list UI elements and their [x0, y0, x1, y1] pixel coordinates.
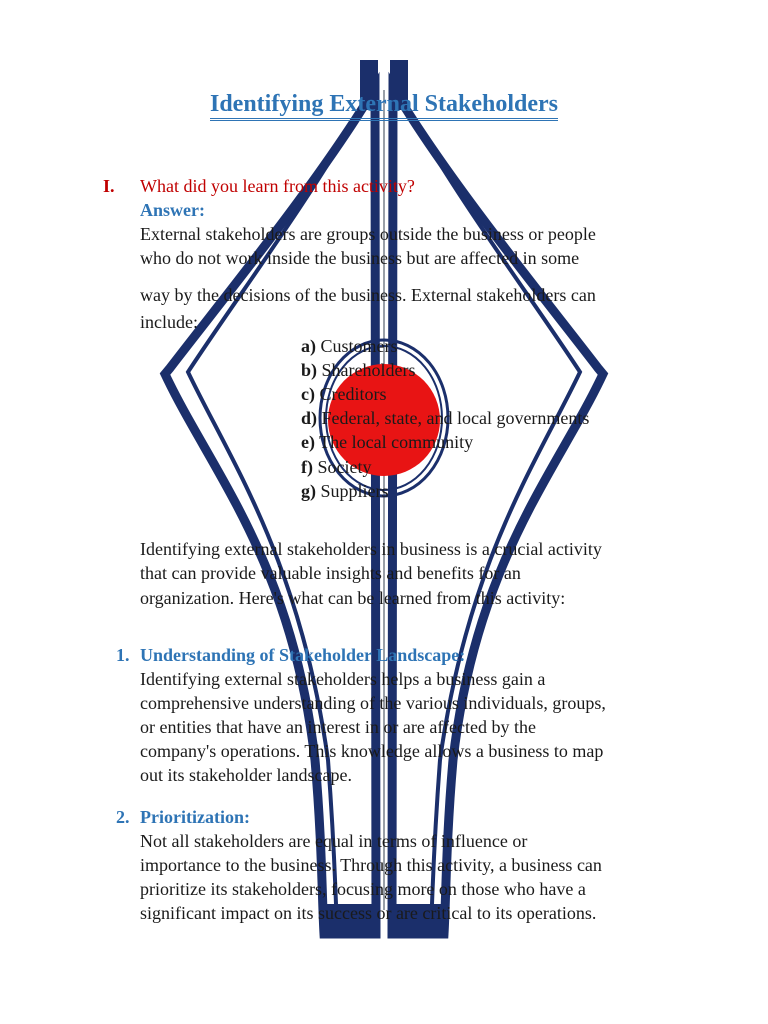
list-item-text: The local community	[319, 432, 474, 452]
list-item-letter: g)	[301, 481, 316, 501]
list-item-text: Society	[317, 457, 372, 477]
list-item	[301, 382, 386, 406]
answer-line: External stakeholders are groups outside the business or people	[140, 224, 596, 244]
list-item-letter: e)	[301, 432, 315, 452]
list-item	[301, 406, 589, 430]
list-item-text: Customers	[320, 336, 398, 356]
intro-line: organization. Here's what can be learned from this activity:	[140, 588, 566, 608]
answer-label: Answer:	[140, 200, 205, 220]
point-line: Identifying external stakeholders helps a business gain a	[140, 669, 546, 689]
point-line: Not all stakeholders are equal in terms of influence or	[140, 831, 528, 851]
point-number: 1.	[116, 645, 130, 665]
point-line: or entities that have an interest in or are affected by the	[140, 717, 536, 737]
point-line: importance to the business. Through this activity, a business can	[140, 855, 602, 875]
point-number: 2.	[116, 807, 130, 827]
list-item-text: Suppliers	[320, 481, 389, 501]
point-heading: Understanding of Stakeholder Landscape:	[140, 645, 466, 665]
list-item-letter: c)	[301, 384, 315, 404]
document-title-text: Identifying External Stakeholders	[210, 91, 558, 121]
answer-line: way by the decisions of the business. External stakeholders can	[140, 285, 596, 305]
answer-line: who do not work inside the business but are affected in some	[140, 248, 580, 268]
section-numeral: I.	[103, 176, 115, 196]
intro-line: Identifying external stakeholders in business is a crucial activity	[140, 539, 602, 559]
point-line: significant impact on its success or are critical to its operations.	[140, 903, 597, 923]
list-item-text: Creditors	[319, 384, 387, 404]
list-item-letter: b)	[301, 360, 318, 380]
list-item-text: Shareholders	[321, 360, 416, 380]
list-item	[301, 430, 473, 454]
point-line: company's operations. This knowledge allows a business to map	[140, 741, 604, 761]
answer-line: include:	[140, 312, 198, 332]
list-item	[301, 455, 372, 479]
question-text: What did you learn from this activity?	[140, 176, 415, 196]
list-item-letter: f)	[301, 457, 313, 477]
list-item	[301, 358, 416, 382]
list-item	[301, 334, 398, 358]
list-item-letter: d)	[301, 408, 318, 428]
list-item	[301, 479, 389, 503]
intro-line: that can provide valuable insights and benefits for an	[140, 563, 521, 583]
point-line: prioritize its stakeholders, focusing more on those who have a	[140, 879, 586, 899]
document-title	[0, 88, 768, 120]
point-line: out its stakeholder landscape.	[140, 765, 352, 785]
list-item-letter: a)	[301, 336, 316, 356]
point-line: comprehensive understanding of the various individuals, groups,	[140, 693, 606, 713]
list-item-text: Federal, state, and local governments	[321, 408, 590, 428]
point-heading: Prioritization:	[140, 807, 250, 827]
